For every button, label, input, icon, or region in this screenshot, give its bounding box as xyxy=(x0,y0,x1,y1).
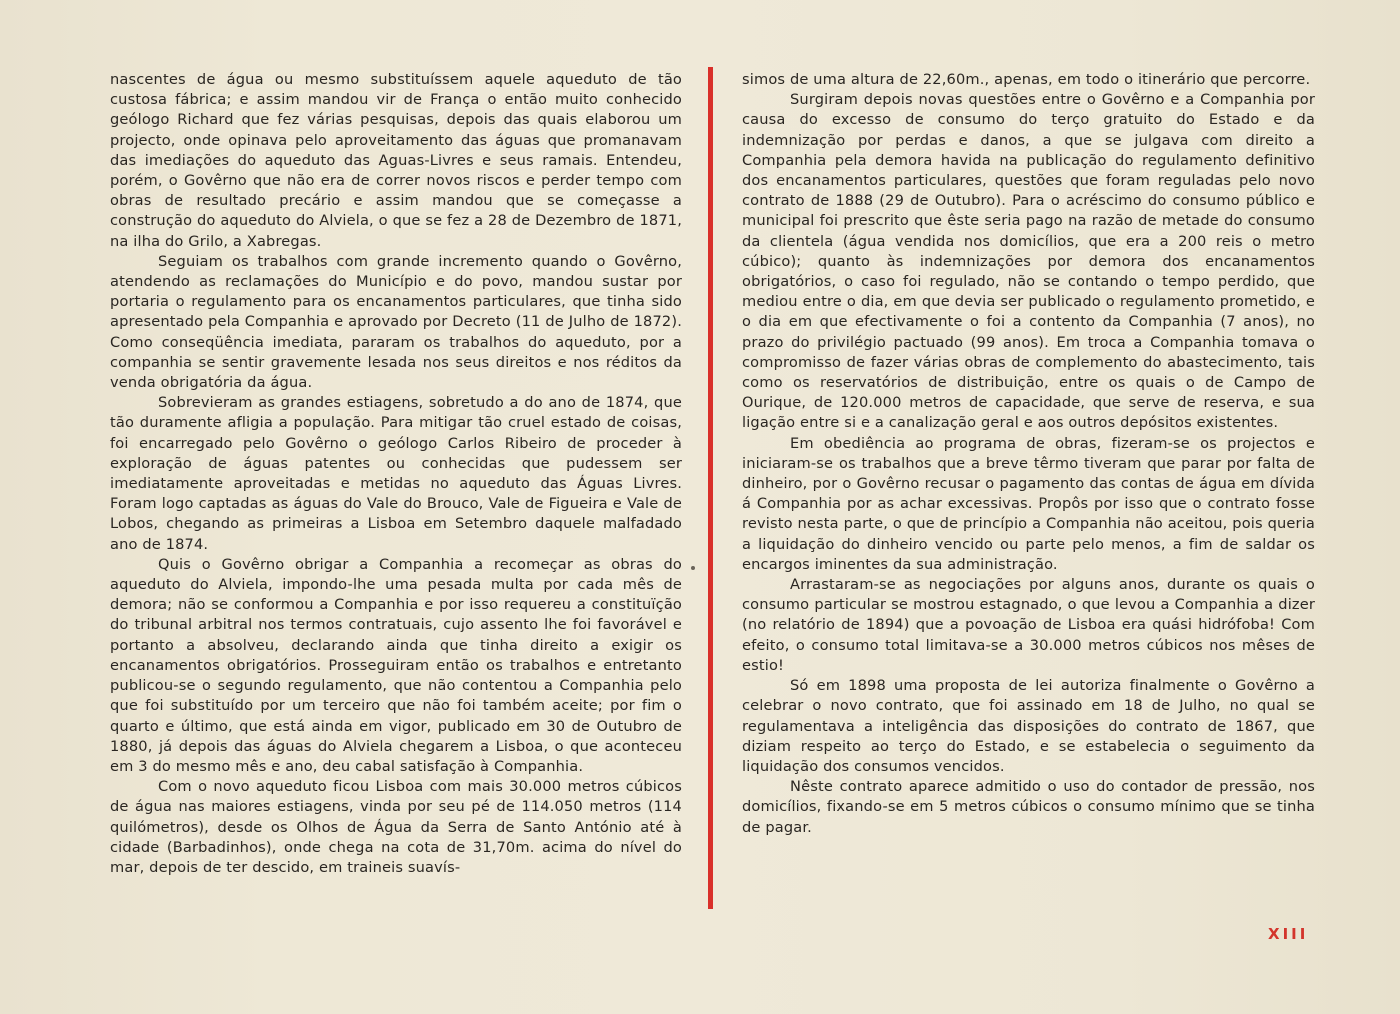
paragraph: Nêste contrato aparece admitido o uso do contador de pressão, nos domicílios, fixando-se em 5 metros cúbicos o consumo mínimo que se tinha de pagar. xyxy=(742,778,1315,836)
paragraph: Em obediência ao programa de obras, fizeram-se os projectos e iniciaram-se os trabalhos que a breve têrmo tiveram que parar por falta de dinheiro, por o Govêrno recusar o pagamento das contas de água em dívida á Companhia por as achar excessivas. Propôs por isso que o contrato fosse revisto nesta parte, o que de princípio a Companhia não aceitou, pois queria a liquidação do dinheiro vencido ou parte pelo menos, a fim de saldar os encargos iminentes da sua administração. xyxy=(742,434,1315,573)
paragraph: Com o novo aqueduto ficou Lisboa com mais 30.000 metros cúbicos de água nas maiores estiagens, vinda por seu pé de 114.050 metros (114 quilómetros), desde os Olhos de Água da Serra de Santo António até à cidade (Barbadinhos), onde chega na cota de 31,70m. acima do nível do mar, depois de ter descido, em traineis suavís- xyxy=(110,778,682,876)
right-text-column xyxy=(742,70,1315,838)
paragraph: Surgiram depois novas questões entre o Govêrno e a Companhia por causa do excesso de consumo do terço gratuito do Estado e da indemnização por perdas e danos, a que se julgava com direito a Companhia pela demora havida na publicação do regulamento definitivo dos encanamentos particulares, questões que foram reguladas pelo novo contrato de 1888 (29 de Outubro). Para o acréscimo do consumo público e municipal foi prescrito que êste seria pago na razão de metade do consumo da clientela (água vendida nos domicílios, que era a 200 reis o metro cúbico); quanto às indemnizações por demora dos encanamentos obrigatórios, o caso foi regulado, não se contando o tempo perdido, que mediou entre o dia, em que devia ser publicado o regulamento prometido, e o dia em que efectivamente o foi a contento da Companhia (7 anos), no prazo do privilégio pactuado (99 anos). Em troca a Companhia tomava o compromisso de fazer várias obras de complemento do abastecimento, tais como os reservatórios de distribuição, entre os quais o de Campo de Ourique, de 120.000 metros de capacidade, que serve de reserva, e sua ligação entre si e a canalização geral e aos outros depósitos existentes. xyxy=(742,91,1315,432)
paragraph: Quis o Govêrno obrigar a Companhia a recomeçar as obras do aqueduto do Alviela, impondo-lhe uma pesada multa por cada mês de demora; não se conformou a Companhia e por isso requereu a constituïção do tribunal arbitral nos termos contratuais, cujo assento lhe foi favorável e portanto a absolveu, declarando ainda que tinha direito a exigir os encanamentos obrigatórios. Prosseguiram então os trabalhos e entretanto publicou-se o segundo regulamento, que não contentou a Companhia pelo que foi substituído por um terceiro que não foi também aceite; por fim o quarto e último, que está ainda em vigor, publicado em 30 de Outubro de 1880, já depois das águas do Alviela chegarem a Lisboa, o que aconteceu em 3 do mesmo mês e ano, deu cabal satisfação à Companhia. xyxy=(110,555,682,775)
page-mark xyxy=(691,566,695,570)
left-text-column xyxy=(110,70,682,878)
paragraph: Seguiam os trabalhos com grande incremento quando o Govêrno, atendendo as reclamações do Município e do povo, mandou sustar por portaria o regulamento para os encanamentos particulares, que tinha sido apresentado pela Companhia e aprovado por Decreto (11 de Julho de 1872). Como conseqüência imediata, pararam os trabalhos do aqueduto, por a companhia se sentir gravemente lesada nos seus direitos e nos réditos da venda obrigatória da água. xyxy=(110,252,682,392)
paragraph: Arrastaram-se as negociações por alguns anos, durante os quais o consumo particular se mostrou estagnado, o que levou a Companhia a dizer (no relatório de 1894) que a povoação de Lisboa era quási hidrófoba! Com efeito, o consumo total limitava-se a 30.000 metros cúbicos nos mêses de estio! xyxy=(742,576,1315,674)
paragraph: Sobrevieram as grandes estiagens, sobretudo a do ano de 1874, que tão duramente afligia a população. Para mitigar tão cruel estado de coisas, foi encarregado pelo Govêrno o geólogo Carlos Ribeiro de proceder à exploração de águas patentes ou conhecidas que pudessem ser imediatamente aproveitadas e metidas no aqueduto das Águas Livres. Foram logo captadas as águas do Vale do Brouco, Vale de Figueira e Vale de Lobos, chegando as primeiras a Lisboa em Setembro daquele malfadado ano de 1874. xyxy=(110,394,682,553)
column-divider xyxy=(708,67,713,909)
paragraph: nascentes de água ou mesmo substituíssem aquele aqueduto de tão custosa fábrica; e assim mandou vir de França o então muito conhecido geólogo Richard que fez várias pesquisas, depois das quais elaborou um projecto, onde opinava pelo aproveitamento das águas que promanavam das imediações do aqueduto das Aguas-Livres e seus ramais. Entendeu, porém, o Govêrno que não era de correr novos riscos e perder tempo com obras de resultado precário e assim mandou que se começasse a construção do aqueduto do Alviela, o que se fez a 28 de Dezembro de 1871, na ilha do Grilo, a Xabregas. xyxy=(110,71,682,250)
page-number: XIII xyxy=(1268,925,1309,943)
paragraph: simos de uma altura de 22,60m., apenas, em todo o itinerário que percorre. xyxy=(742,71,1311,88)
paragraph: Só em 1898 uma proposta de lei autoriza finalmente o Govêrno a celebrar o novo contrato, que foi assinado em 18 de Julho, no qual se regulamentava a inteligência das disposições do contrato de 1867, que diziam respeito ao terço do Estado, e se estabelecia o seguimento da liquidação dos consumos vencidos. xyxy=(742,677,1315,775)
